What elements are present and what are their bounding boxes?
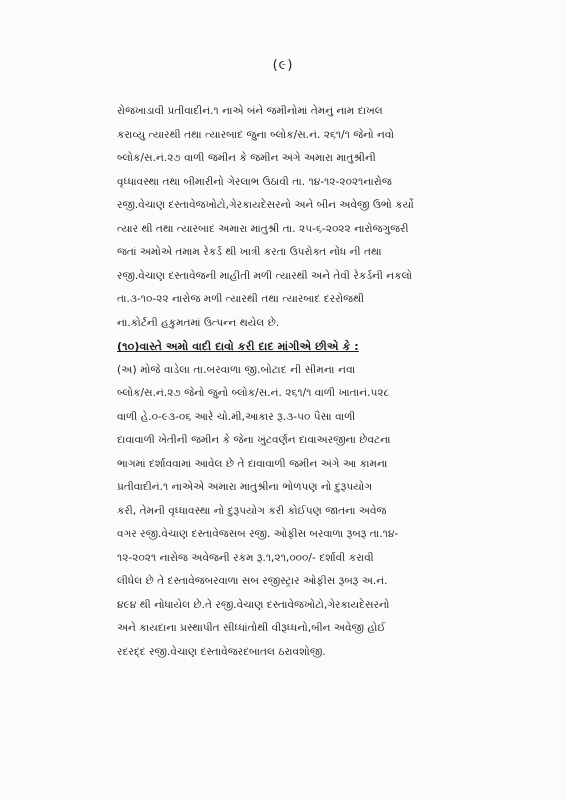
text-line: વૃધ્ધાવસ્થા તથા બીમારીનો ગેરલાભ ઉઠાવી તા. ૧૪-૧૨-૨૦૨૧નારોજ	[117, 175, 392, 188]
section-heading: (૧૦)વાસ્તે અમો વાદી દાવો કરી દાદ માંગીએ છીએ કે :	[117, 340, 359, 353]
text-line: રજી.વેચાણ દસ્તાવેજની માહીતી મળી ત્યારથી અને તેવી રેકર્ડની નકલો	[117, 269, 413, 282]
text-line: લીધેલ છે તે દસ્તાવેજબરવાળા સબ રજીસ્ટ્રાર ઓફીસ રૂબરૂ અ.નં.	[117, 575, 388, 587]
text-line: કરી, તેમની વૃધ્ધાવસ્થા નો દુરૂપયોગ કરી કોઈપણ જાતના અવેજ	[117, 504, 387, 517]
text-line: ત્યાર થી તથા ત્યારબાદ અમારા માતુશ્રી તા. ૨૫-૬-૨૦૨૨ નારોજગુજરી	[117, 222, 409, 235]
text-line: કરાવ્યુ ત્યારથી તથા ત્યારબાદ જુના બ્લોક/સ.નં. ૨૬૧/૧ જેનો નવો	[117, 128, 395, 141]
text-line: રજી.વેચાણ દસ્તાવેજખોટો,ગેરકાયદેસરનો અને બીન અવેજી ઉભો કર્યો	[117, 199, 414, 211]
text-line: રોજખાડાવી પ્રતીવાદીનં.૧ નાએ બંને જમીનોમાં તેમનું નામ દાખલ	[117, 105, 383, 117]
text-line: જતાં અમોએ તમામ રેકર્ડ થી ખાત્રી કરતા ઉપરોક્ત નોંધ ની તથા	[117, 246, 382, 258]
text-line: ભાગમાં દર્શાવવામાં આવેલ છે તે દાવાવાળી જમીન અંગે આ કામના	[117, 457, 388, 470]
text-line: (અ) મોજે વાડેલા તા.બરવાળા જી.બોટાદ ની સીમના નવા	[117, 363, 356, 376]
text-line: બ્લોક/સ.નં.૨૭ વાળી જમીન કે જમીન અંગે અમારા માતુશ્રીની	[117, 152, 376, 164]
text-line: વગર રજી.વેચાણ દસ્તાવેજસબ રજી. ઓફીસ બરવાળા રૂબરૂ તા.૧૪-	[117, 528, 399, 540]
text-line: વાળી હે.૦-૯૩-૦૬ આરે ચો.મી,આકાર રૂ.૩-૫૦ પૈસા વાળી	[117, 410, 356, 423]
text-line: ૪૯૪ થી નોધાયેલ છે.તે રજી.વેચાણ દસ્તાવેજખોટો,ગેરકાયદેસરનો	[117, 598, 390, 611]
text-line: તા.૩-૧૦-૨૨ નારોજ મળી ત્યારથી તથા ત્યારબાદ દરરોજથી	[117, 293, 365, 305]
text-line: અને કાયદાના પ્રસ્થાપીત સીધ્ધાંતોથી વીરૂધ્ધનો,બીન અવેજી હોઈ	[117, 622, 386, 634]
text-line: ૧૨-૨૦૨૧ નારોજ અવેજની રકમ રૂ.૧,૨૧,૦૦૦/- દર્શાવી કરાવી	[117, 551, 374, 564]
body-text	[117, 100, 437, 664]
text-line: દાવાવાળી ખેતીની જમીન કે જેના ખુંટવર્ણન દાવાઅરજીના છેવટના	[117, 434, 391, 446]
text-line: પ્રતીવાદીનં.૧ નાએએ અમારા માતુશ્રીના ભોળપણ નો દુરૂપયોગ	[117, 481, 373, 493]
text-line: બ્લોક/સ.નં.૨૭ જેનો જુનો બ્લોક/સ.નં. ૨૬૧/૧ વાળી ખાતાનં.૫૨૮	[117, 387, 390, 399]
text-line: રદરદ્દ રજી.વેચાણ દસ્તાવેજરદબાતલ ઠરાવશોજી.	[117, 645, 326, 658]
page-number: (૯)	[272, 58, 294, 73]
text-line: ના.કોર્ટની હકુમતમાં ઉત્પન્ન થયેલ છે.	[117, 316, 280, 329]
